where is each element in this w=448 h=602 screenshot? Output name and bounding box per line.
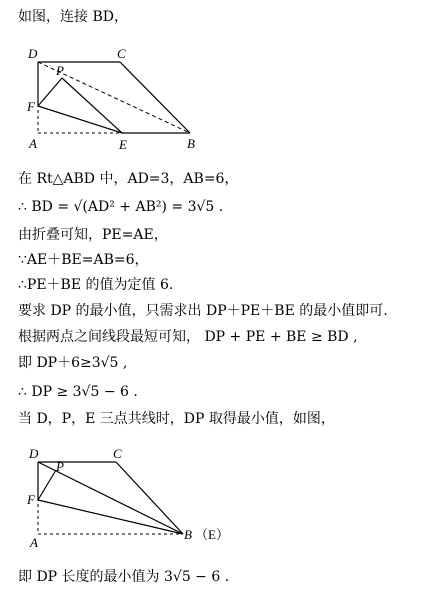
label-b: B bbox=[187, 136, 195, 151]
text-line-7: 要求 DP 的最小值，只需求出 DP＋PE＋BE 的最小值即可. bbox=[18, 303, 388, 319]
label-a: A bbox=[29, 136, 37, 151]
label-c: C bbox=[117, 46, 126, 61]
figure-1 bbox=[0, 40, 230, 155]
text-line-11: 当 D，P，E 三点共线时，DP 取得最小值，如图， bbox=[18, 411, 335, 427]
text-line-1: 如图，连接 BD， bbox=[18, 9, 128, 25]
label-e: E bbox=[119, 137, 127, 152]
label-b-2: B bbox=[184, 527, 192, 542]
label-a-2: A bbox=[30, 535, 38, 550]
segment-cb bbox=[120, 62, 190, 133]
label-c-2: C bbox=[113, 446, 122, 461]
label-f: F bbox=[27, 99, 35, 114]
text-line-3: ∴ BD = √(AD² + AB²) = 3√5 . bbox=[18, 199, 224, 215]
text-line-8: 根据两点之间线段最短可知， DP + PE + BE ≥ BD , bbox=[18, 329, 358, 345]
text-line-6: ∴PE＋BE 的值为定值 6. bbox=[18, 277, 174, 293]
segment-fe bbox=[38, 106, 122, 133]
segment-fb-2 bbox=[38, 500, 183, 534]
figure-2 bbox=[0, 440, 260, 550]
text-line-10: ∴ DP ≥ 3√5 − 6 . bbox=[18, 384, 138, 400]
text-line-12: 即 DP 长度的最小值为 3√5 − 6 . bbox=[18, 569, 230, 585]
label-p: P bbox=[56, 63, 64, 78]
label-d-2: D bbox=[29, 446, 39, 461]
segment-pe bbox=[62, 78, 122, 133]
text-line-5: ∵AE＋BE=AB=6， bbox=[18, 252, 149, 268]
segment-fp bbox=[38, 78, 62, 106]
segment-cb-2 bbox=[116, 462, 183, 534]
label-f-2: F bbox=[27, 492, 35, 507]
label-d: D bbox=[28, 46, 38, 61]
segment-fp-2 bbox=[38, 470, 56, 500]
text-line-9: 即 DP＋6≥3√5 , bbox=[18, 355, 128, 371]
text-line-4: 由折叠可知，PE=AE， bbox=[18, 227, 168, 243]
text-line-2: 在 Rt△ABD 中，AD=3，AB=6， bbox=[18, 171, 239, 187]
label-e-paren-2: （E） bbox=[195, 527, 229, 542]
label-p-2: P bbox=[56, 459, 64, 474]
